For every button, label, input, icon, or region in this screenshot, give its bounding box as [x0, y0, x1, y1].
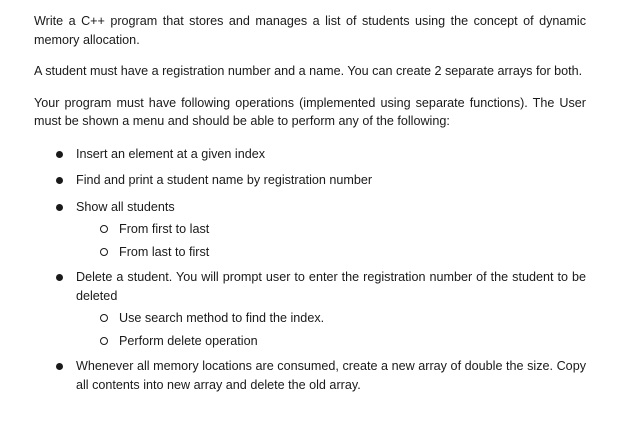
student-fields-paragraph: A student must have a registration number and a name. You can create 2 separate arrays for both. [34, 64, 583, 78]
hollow-circle-bullet-icon [100, 337, 108, 345]
sub-list-item [76, 309, 586, 328]
sub-list-item [76, 243, 586, 262]
operations-list [34, 145, 586, 395]
list-item-text: Whenever all memory locations are consumed, create a new array of double the size. Copy all contents into new array and delete the old array. [76, 359, 586, 392]
list-item-resize [34, 357, 586, 394]
sub-list-item-text: Use search method to find the index. [119, 311, 325, 325]
bullet-dot-icon [56, 177, 63, 184]
hollow-circle-bullet-icon [100, 225, 108, 233]
bullet-dot-icon [56, 363, 63, 370]
list-item-text: Show all students [76, 199, 175, 214]
hollow-circle-bullet-icon [100, 248, 108, 256]
list-item-text: Find and print a student name by registration number [76, 173, 373, 187]
hollow-circle-bullet-icon [100, 314, 108, 322]
list-item-insert [34, 145, 586, 164]
sub-list-item [76, 332, 586, 351]
bullet-dot-icon [56, 204, 63, 211]
sub-list-item-text: From first to last [119, 222, 210, 236]
list-item-text: Delete a student. You will prompt user to enter the registration number of the student to be deleted [76, 270, 586, 303]
sub-list [76, 220, 586, 261]
bullet-dot-icon [56, 151, 63, 158]
sub-list-item [76, 220, 586, 239]
sub-list-item-text: From last to first [119, 244, 210, 259]
bullet-dot-icon [56, 274, 63, 281]
list-item-delete [34, 268, 586, 350]
list-item-show-all [34, 198, 586, 262]
intro-paragraph: Write a C++ program that stores and manages a list of students using the concept of dynamic memory allocation. [34, 14, 586, 47]
list-item-find [34, 171, 586, 190]
list-item-text: Insert an element at a given index [76, 146, 266, 161]
operations-paragraph: Your program must have following operations (implemented using separate functions). The User must be shown a menu and should be able to perform any of the following: [34, 95, 586, 128]
sub-list [76, 309, 586, 350]
sub-list-item-text: Perform delete operation [119, 333, 258, 348]
